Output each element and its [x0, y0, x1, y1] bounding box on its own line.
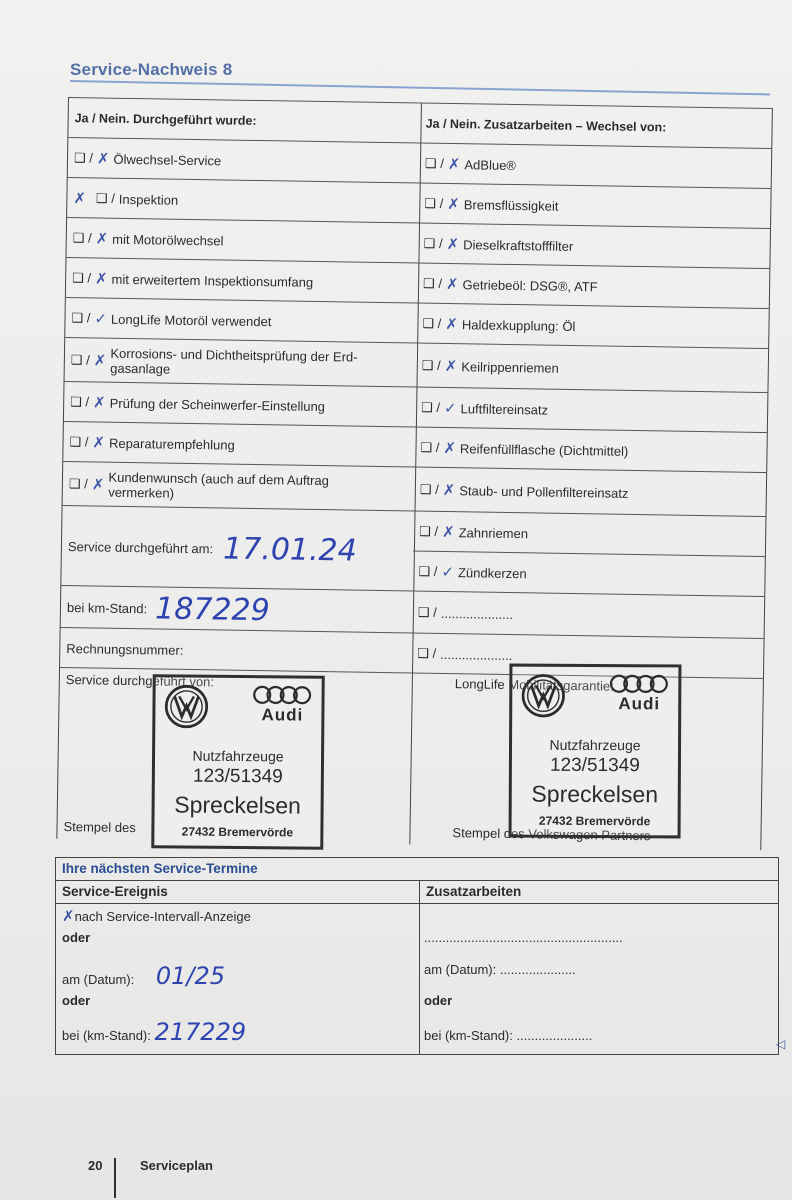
check-mark-icon: ✗: [73, 189, 87, 208]
checkbox[interactable]: ❑ /: [72, 270, 92, 286]
title-rule: [70, 80, 770, 95]
checkbox[interactable]: ❑ /: [418, 563, 438, 579]
next-service-title: Ihre nächsten Service-Termine: [56, 858, 778, 881]
stamp-line-4: 27432 Bremervörde: [538, 813, 651, 829]
audi-logo-icon: [251, 684, 313, 731]
next-km-value[interactable]: 217229: [154, 1018, 247, 1046]
check-mark-icon: ✗: [95, 229, 109, 248]
interval-option[interactable]: [62, 907, 251, 925]
stamp-line-3: Spreckelsen: [531, 780, 659, 808]
arrow-left-icon: ◁: [776, 1037, 786, 1051]
next-service-table: [55, 857, 779, 1055]
next-km-field[interactable]: [62, 1018, 246, 1046]
right-header: [419, 103, 772, 150]
vw-logo-icon: [163, 683, 209, 729]
item-label: Staub- und Pollenfiltereinsatz: [459, 482, 629, 501]
left-header: [68, 97, 421, 144]
stamp-line-2: 123/51349: [192, 765, 283, 788]
check-mark-icon: ✗: [441, 522, 455, 542]
longlife-label: LongLife Mobilitätsgarantie:: [454, 676, 614, 694]
check-mark-icon: ✗: [445, 314, 459, 334]
invoice-label: Rechnungsnummer:: [66, 640, 184, 658]
right-item[interactable]: [417, 263, 770, 310]
check-mark-icon: ✗: [442, 480, 456, 500]
check-mark-icon: ✗: [92, 393, 106, 412]
check-mark-icon: ✗: [447, 194, 460, 214]
check-mark-icon: ✗: [96, 149, 110, 168]
additional-date-dots: .....................: [499, 962, 576, 977]
item-label: Kundenwunsch (auch auf dem Auftrag vermerken): [108, 469, 330, 501]
additional-km-dots: .....................: [516, 1028, 593, 1043]
item-label: Getriebeöl: DSG®, ATF: [462, 276, 598, 294]
check-mark-icon: ✗: [447, 154, 461, 174]
dealer-stamp-right: [509, 664, 682, 839]
check-mark-icon: ✗: [445, 274, 459, 294]
item-label: Zündkerzen: [457, 564, 527, 581]
right-item[interactable]: [416, 303, 769, 350]
left-item[interactable]: [63, 461, 416, 512]
check-mark-icon: ✗: [62, 907, 75, 925]
footer-section: Serviceplan: [140, 1158, 213, 1173]
left-item[interactable]: [63, 421, 416, 468]
item-label: ....................: [440, 605, 514, 622]
item-label: Reparaturempfehlung: [108, 435, 235, 453]
left-item[interactable]: [64, 381, 417, 428]
stamp-line-2: 123/51349: [549, 754, 640, 777]
service-date-label: Service durchgeführt am:: [67, 538, 214, 556]
checkbox[interactable]: ❑ /: [69, 434, 89, 450]
stamp-line-3: Spreckelsen: [174, 791, 302, 819]
checkbox[interactable]: ❑ /: [95, 190, 116, 206]
item-label: Zahnriemen: [458, 524, 529, 541]
checkbox[interactable]: ❑ /: [417, 645, 437, 661]
oder-label: oder: [62, 993, 91, 1008]
item-label: Keilrippenriemen: [461, 358, 559, 376]
stamp-line-1: Nutzfahrzeuge: [192, 747, 284, 765]
item-label: Reifenfüllflasche (Dichtmittel): [459, 440, 629, 459]
item-label: ....................: [440, 646, 513, 663]
interval-label: nach Service-Intervall-Anzeige: [74, 909, 251, 924]
dealer-stamp-left: [151, 674, 325, 849]
item-label: Dieselkraftstofffilter: [463, 236, 574, 254]
stamp-line-1: Nutzfahrzeuge: [549, 736, 641, 754]
check-mark-icon: ✗: [91, 475, 105, 494]
item-label: AdBlue®: [464, 156, 517, 173]
item-label: Korrosions- und Dichtheitsprüfung der Erd-gasanlage: [110, 345, 358, 377]
right-item[interactable]: [415, 386, 768, 433]
left-item[interactable]: [65, 297, 418, 344]
check-mark-icon: ✓: [443, 398, 457, 418]
checkbox[interactable]: ❑ /: [419, 481, 439, 497]
item-label: Prüfung der Scheinwerfer-Einstellung: [109, 395, 326, 414]
check-mark-icon: ✗: [94, 269, 108, 288]
service-date-value[interactable]: 17.01.24: [222, 530, 358, 569]
km-label: bei km-Stand:: [66, 599, 148, 616]
checkbox[interactable]: ❑ /: [70, 394, 90, 410]
check-mark-icon: ✗: [446, 234, 460, 254]
check-mark-icon: ✗: [93, 351, 107, 370]
checkbox[interactable]: ❑ /: [420, 439, 440, 455]
item-label: LongLife Motoröl verwendet: [110, 311, 272, 329]
right-item[interactable]: [414, 466, 767, 517]
right-item[interactable]: [412, 590, 765, 639]
additional-km-field[interactable]: [424, 1028, 592, 1043]
column-divider: [419, 881, 420, 1054]
right-item[interactable]: [413, 510, 766, 557]
checkbox[interactable]: ❑ /: [417, 604, 437, 620]
next-km-label: bei (km-Stand):: [62, 1028, 151, 1043]
additional-date-label: am (Datum):: [424, 962, 497, 977]
checkbox[interactable]: ❑ /: [421, 399, 441, 415]
footer-divider: [114, 1158, 116, 1198]
left-item[interactable]: [65, 337, 418, 388]
right-item[interactable]: [419, 143, 772, 190]
service-event-header: Service-Ereignis: [56, 881, 419, 904]
checkbox[interactable]: ❑ /: [70, 352, 90, 368]
checkbox[interactable]: ❑ /: [73, 150, 94, 166]
service-date-row: [61, 505, 414, 592]
item-label: mit Motorölwechsel: [112, 231, 224, 248]
oder-label: oder: [62, 930, 91, 945]
additional-km-label: bei (km-Stand):: [424, 1028, 513, 1043]
right-item[interactable]: [415, 342, 768, 393]
stamp-left-label: Stempel des: [63, 819, 136, 836]
additional-work-header: Zusatzarbeiten: [420, 881, 778, 904]
additional-work-dots[interactable]: .......................................................: [424, 930, 623, 945]
checkbox[interactable]: ❑ /: [421, 357, 441, 373]
checkbox[interactable]: ❑ /: [422, 315, 442, 331]
vw-logo-icon: [520, 673, 566, 719]
audi-wordmark: Audi: [261, 705, 304, 725]
additional-date-field[interactable]: [424, 962, 576, 977]
check-mark-icon: ✓: [441, 562, 455, 582]
km-row: [61, 585, 414, 634]
left-item[interactable]: [68, 137, 421, 184]
invoice-row: [60, 627, 413, 674]
checkbox[interactable]: ❑ /: [71, 310, 91, 326]
left-item[interactable]: [67, 177, 420, 224]
check-mark-icon: ✗: [444, 356, 458, 376]
item-label: Ölwechsel-Service: [113, 151, 222, 168]
left-header-text: Ja / Nein. Durchgeführt wurde:: [74, 111, 257, 128]
checkbox[interactable]: ❑ /: [423, 235, 443, 251]
checkbox[interactable]: ❑ /: [419, 523, 439, 539]
checkbox[interactable]: ❑ /: [68, 476, 88, 492]
check-mark-icon: ✗: [443, 438, 457, 458]
item-label: Inspektion: [118, 191, 179, 208]
check-mark-icon: ✗: [92, 433, 106, 452]
check-mark-icon: ✓: [94, 309, 108, 328]
checkbox[interactable]: ❑ /: [72, 230, 92, 246]
right-item[interactable]: [414, 426, 767, 473]
stamp-line-4: 27432 Bremervörde: [181, 824, 294, 840]
next-date-value[interactable]: 01/25: [155, 962, 226, 990]
item-label: mit erweitertem Inspektionsumfang: [111, 271, 314, 290]
right-item[interactable]: [417, 223, 770, 270]
next-date-field[interactable]: [62, 962, 225, 990]
checkbox[interactable]: ❑ /: [423, 275, 443, 291]
oder-label: oder: [424, 993, 453, 1008]
checkbox[interactable]: ❑ /: [424, 195, 444, 211]
right-item[interactable]: [418, 183, 771, 230]
item-label: Bremsflüssigkeit: [463, 196, 559, 214]
right-item[interactable]: [412, 550, 765, 597]
stamp-right-label: Stempel des Volkswagen Partners: [452, 825, 651, 844]
km-value[interactable]: 187229: [154, 590, 270, 628]
performed-by-label: Service durchgeführt von:: [65, 672, 215, 690]
left-item[interactable]: [66, 257, 419, 304]
item-label: Luftfiltereinsatz: [460, 400, 549, 418]
audi-wordmark: Audi: [618, 694, 661, 714]
item-label: Haldexkupplung: Öl: [461, 316, 576, 334]
left-item[interactable]: [66, 217, 419, 264]
page-number: 20: [88, 1158, 103, 1173]
section-title: Service-Nachweis 8: [70, 60, 233, 79]
right-header-text: Ja / Nein. Zusatzarbeiten – Wechsel von:: [425, 116, 667, 135]
next-date-label: am (Datum):: [62, 972, 135, 987]
audi-logo-icon: [608, 673, 670, 719]
checkbox[interactable]: ❑ /: [424, 155, 445, 171]
